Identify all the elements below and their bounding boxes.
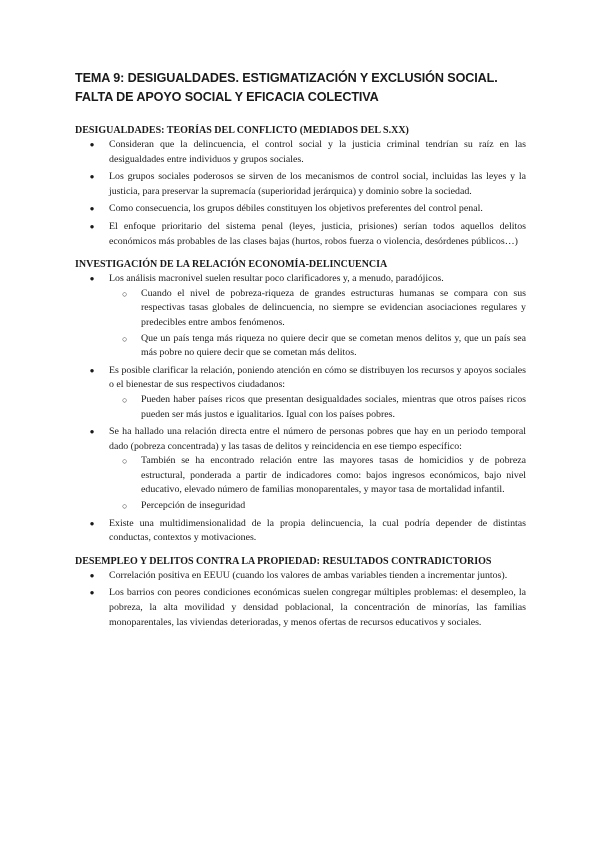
list-item: ● Existe una multidimensionalidad de la propia delincuencia, la cual podría depender de distintas conductas, contextos y motivaciones. xyxy=(109,517,526,546)
list-item: ● Los barrios con peores condiciones económicas suelen congregar múltiples problemas: el desempleo, la pobreza, la alta movilidad y densidad poblacional, la concentración de minorías, las familias monoparentales, las viviendas deterioradas, y menos ofertas de recursos educativos y sociales. xyxy=(109,586,526,630)
sub-bullet-list xyxy=(122,454,526,513)
section-investigacion xyxy=(75,258,526,546)
list-item: ● Consideran que la delincuencia, el control social y la justicia criminal tendrían su raíz en las desigualdades entre individuos y grupos sociales. xyxy=(109,138,526,167)
hollow-bullet-icon: ○ xyxy=(122,288,128,299)
bullet-icon: ● xyxy=(89,570,95,580)
bullet-icon: ● xyxy=(89,274,95,284)
list-item: ● Los análisis macronivel suelen resultar poco clarificadores y, a menudo, paradójicos. ○ Cuando el nivel de pobreza-riqueza de grandes estructuras humanas se compara con sus respectivas tasas globales de delincuencia, no siempre se evidencian asociaciones regulares y predecibles entre ambos fenómenos. ○ Que un país tenga más riqueza no quiere decir que se cometan menos delitos y, que un país sea más pobre no quiere decir que se cometan más delitos. xyxy=(109,272,526,361)
list-item: ● Como consecuencia, los grupos débiles constituyen los objetivos preferentes del control penal. xyxy=(109,202,526,217)
list-item: ● Es posible clarificar la relación, poniendo atención en cómo se distribuyen los recursos y apoyos sociales o el bienestar de sus respectivos ciudadanos: ○ Pueden haber países ricos que presentan desigualdades sociales, mientras que otros países ricos pueden ser más justos e igualitarios. Igual con los países pobres. xyxy=(109,364,526,422)
bullet-list xyxy=(75,272,526,546)
bullet-icon: ● xyxy=(89,172,95,182)
section-heading: DESEMPLEO Y DELITOS CONTRA LA PROPIEDAD: RESULTADOS CONTRADICTORIOS xyxy=(75,555,492,567)
list-item: ● Los grupos sociales poderosos se sirven de los mecanismos de control social, incluidas las leyes y la justicia, para preservar la supremacía (superioridad jerárquica) y dominio sobre la sociedad. xyxy=(109,170,526,199)
sub-list-item: ○ Que un país tenga más riqueza no quiere decir que se cometan menos delitos y, que un país sea más pobre no quiere decir que se cometan más delitos. xyxy=(122,332,526,359)
section-desigualdades xyxy=(75,124,526,249)
sub-list-item: ○ Percepción de inseguridad xyxy=(141,499,526,514)
bullet-list xyxy=(75,569,526,630)
page-title: TEMA 9: DESIGUALDADES. ESTIGMATIZACIÓN Y EXCLUSIÓN SOCIAL. FALTA DE APOYO SOCIAL Y EFICACIA COLECTIVA xyxy=(75,71,498,104)
hollow-bullet-icon: ○ xyxy=(122,456,128,467)
sub-list-item: ○ Cuando el nivel de pobreza-riqueza de grandes estructuras humanas se compara con sus respectivas tasas globales de delincuencia, no siempre se evidencian asociaciones regulares y predecibles entre ambos fenómenos. xyxy=(122,287,526,328)
bullet-icon: ● xyxy=(89,204,95,214)
hollow-bullet-icon: ○ xyxy=(122,501,128,512)
document-body xyxy=(75,69,526,639)
hollow-bullet-icon: ○ xyxy=(122,394,128,405)
bullet-icon: ● xyxy=(89,221,95,231)
bullet-icon: ● xyxy=(89,140,95,149)
sub-list-item: ○ Pueden haber países ricos que presentan desigualdades sociales, mientras que otros países ricos pueden ser más justos e igualitarios. Igual con los países pobres. xyxy=(122,393,526,420)
sub-bullet-list xyxy=(122,287,526,361)
bullet-icon: ● xyxy=(89,588,95,598)
bullet-icon: ● xyxy=(89,365,95,375)
bullet-icon: ● xyxy=(89,427,95,437)
sub-list-item: ○ También se ha encontrado relación entre las mayores tasas de homicidios y de pobreza estructural, ponderada a partir de indicadores como: bajos ingresos económicos, bajo nivel educativo, elevado número de familias monoparentales, y mayor tasa de mortalidad infantil. xyxy=(122,455,526,496)
bullet-icon: ● xyxy=(89,518,95,528)
section-desempleo xyxy=(75,555,526,630)
list-item: ● Se ha hallado una relación directa entre el número de personas pobres que hay en un periodo temporal dado (pobreza concentrada) y las tasas de delitos y reincidencia en ese tiempo específico: ○ También se ha encontrado relación entre las mayores tasas de homicidios y de pobreza estructural, ponderada a partir de indicadores como: bajos ingresos económicos, bajo nivel educativo, elevado número de familias monoparentales, y mayor tasa de mortalidad infantil. ○ Percepción de inseguridad xyxy=(109,425,526,514)
bullet-list xyxy=(75,138,526,249)
sub-bullet-list xyxy=(122,393,526,422)
list-item: ● Correlación positiva en EEUU (cuando los valores de ambas variables tienden a incrementar juntos). xyxy=(109,569,526,584)
list-item: ● El enfoque prioritario del sistema penal (leyes, justicia, prisiones) serían todos aquellos delitos económicos más probables de las clases bajas (hurtos, robos fuerza o violencia, desórdenes públicos…) xyxy=(109,220,526,249)
section-heading: DESIGUALDADES: TEORÍAS DEL CONFLICTO (MEDIADOS DEL S.XX) xyxy=(75,125,409,136)
hollow-bullet-icon: ○ xyxy=(122,333,128,344)
section-heading: INVESTIGACIÓN DE LA RELACIÓN ECONOMÍA-DELINCUENCIA xyxy=(75,259,388,271)
